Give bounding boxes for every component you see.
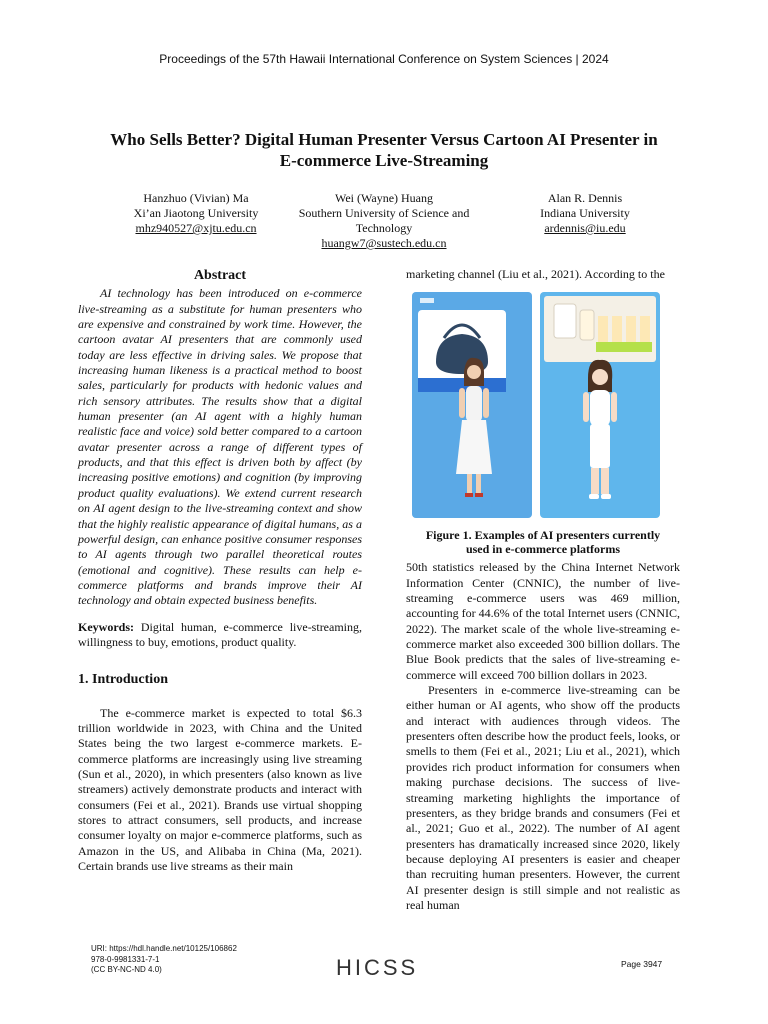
left-column — [78, 268, 362, 874]
author-affiliation: Xi’an Jiaotong University — [133, 206, 259, 220]
presenters-paragraph: Presenters in e-commerce live-streaming can be either human or AI agents, who show off the products and interact with audiences through videos. The presenters often describe how the product feels, looks, or smells to them (Fei et al., 2021; Liu et al., 2021), which provides rich product information for consumers when making purchase decisions. The success of live-streaming marketing highlights the importance of presenters, as they bridge brands and consumers (Fei et al., 2021; Guo et al., 2022). The number of AI agent presenters has dramatically increased since 2020, likely because deploying AI presenters is easier and cheaper than recruiting human presenters. However, the current AI presenter design is still simple and not realistic as real human — [406, 683, 680, 912]
hicss-logo: HICSS — [336, 955, 419, 980]
footer-isbn: 978-0-9981331-7-1 — [91, 954, 160, 964]
author-email[interactable]: mhz940527@xjtu.edu.cn — [135, 221, 257, 235]
intro-paragraph-1: The e-commerce market is expected to total $6.3 trillion worldwide in 2023, with China and the United States being the two largest e-commerce markets. E-commerce platforms are increasingly using live streaming (Sun et al., 2020), in which presenters (also known as live streamers) actively demonstrate products and interact with consumers (Fei et al., 2021). Brands use virtual shopping stores to attract consumers, sell products, and increase consumer loyalty on major e-commerce platforms, such as Amazon in the US, and Alibaba in China (Ma, 2021). Certain brands use live streams as their main — [78, 705, 362, 874]
cartoon-avatar-presenter-image — [540, 292, 660, 518]
title-line-2: E-commerce Live-Streaming — [279, 151, 489, 170]
abstract-text: AI technology has been introduced on e-commerce live-streaming as a substitute for human presenters who are expensive and constrained by work time. However, the cartoon avatar AI presenters that are commonly used today are less effective in driving sales. We propose that increasing human likeness is a practical method to boost sales, particularly for products with hedonic values and rich sensory attributes. The results show that a digital human presenter (an AI agent with a highly human realistic face and voice) sold better compared to a cartoon avatar presenter across a range of different types of products, and that this effect is driven both by affect (by increasing positive emotions) and cognition (by improving product quality evaluations). We extend current research on AI agent design to the live-streaming context and show that the highly realistic appearance of digital humans, as a powerful design, can enhance positive consumer responses to AI agents through two parallel theoretical routes (emotional and cognitive). These results can help e-commerce platforms and brands improve their AI technology and obtain expected business benefits. — [78, 286, 362, 608]
presenter-photo-1 — [412, 292, 532, 518]
statistics-paragraph: 50th statistics released by the China Internet Network Information Center (CNNIC), the number of live-streaming e-commerce users was 469 million, accounting for 44.6% of the total Internet users (CNNIC, 2022). The market scale of the whole live-streaming e-commerce market also exceeded 300 billion dollars. The Blue Book predicts that the sales of live-streaming e-commerce will exceed 700 billion dollars in 2023. — [406, 560, 680, 682]
abstract-heading: Abstract — [193, 268, 247, 283]
author-name: Alan R. Dennis — [547, 191, 623, 205]
figure-caption — [406, 528, 680, 556]
keywords — [78, 620, 362, 651]
author-2 — [274, 191, 494, 251]
author-3 — [480, 191, 690, 236]
footer-license: (CC BY-NC-ND 4.0) — [91, 965, 162, 974]
right-column — [406, 267, 680, 913]
author-name: Hanzhuo (Vivian) Ma — [143, 191, 249, 205]
footer-identifiers — [91, 944, 237, 976]
author-email[interactable]: huangw7@sustech.edu.cn — [321, 236, 447, 250]
author-affiliation-line-2: Technology — [355, 221, 413, 235]
paper-title — [60, 129, 708, 171]
author-affiliation-line-1: Southern University of Science and — [298, 206, 470, 220]
section-heading-introduction: 1. Introduction — [78, 672, 168, 688]
caption-line-2: used in e-commerce platforms — [465, 542, 621, 557]
author-email[interactable]: ardennis@iu.edu — [544, 221, 626, 235]
caption-line-1: Figure 1. Examples of AI presenters currently — [425, 528, 661, 543]
proceedings-header: Proceedings of the 57th Hawaii International Conference on System Sciences | 2024 — [159, 52, 609, 66]
digital-human-presenter-image — [412, 292, 532, 518]
author-name: Wei (Wayne) Huang — [334, 191, 434, 205]
footer-uri[interactable]: URI: https://hdl.handle.net/10125/106862 — [91, 944, 237, 953]
keywords-text: Digital human, e-commerce live-streaming, willingness to buy, emotions, product quality. — [78, 619, 363, 649]
figure-1 — [406, 292, 680, 520]
presenter-photo-2 — [540, 292, 660, 518]
author-affiliation: Indiana University — [540, 206, 630, 220]
author-1 — [91, 191, 301, 236]
keywords-label: Keywords: — [78, 619, 134, 634]
title-line-1: Who Sells Better? Digital Human Presenter Versus Cartoon AI Presenter in — [110, 130, 658, 149]
page-number: Page 3947 — [621, 959, 663, 969]
continued-text-top: marketing channel (Liu et al., 2021). According to the — [406, 267, 665, 281]
